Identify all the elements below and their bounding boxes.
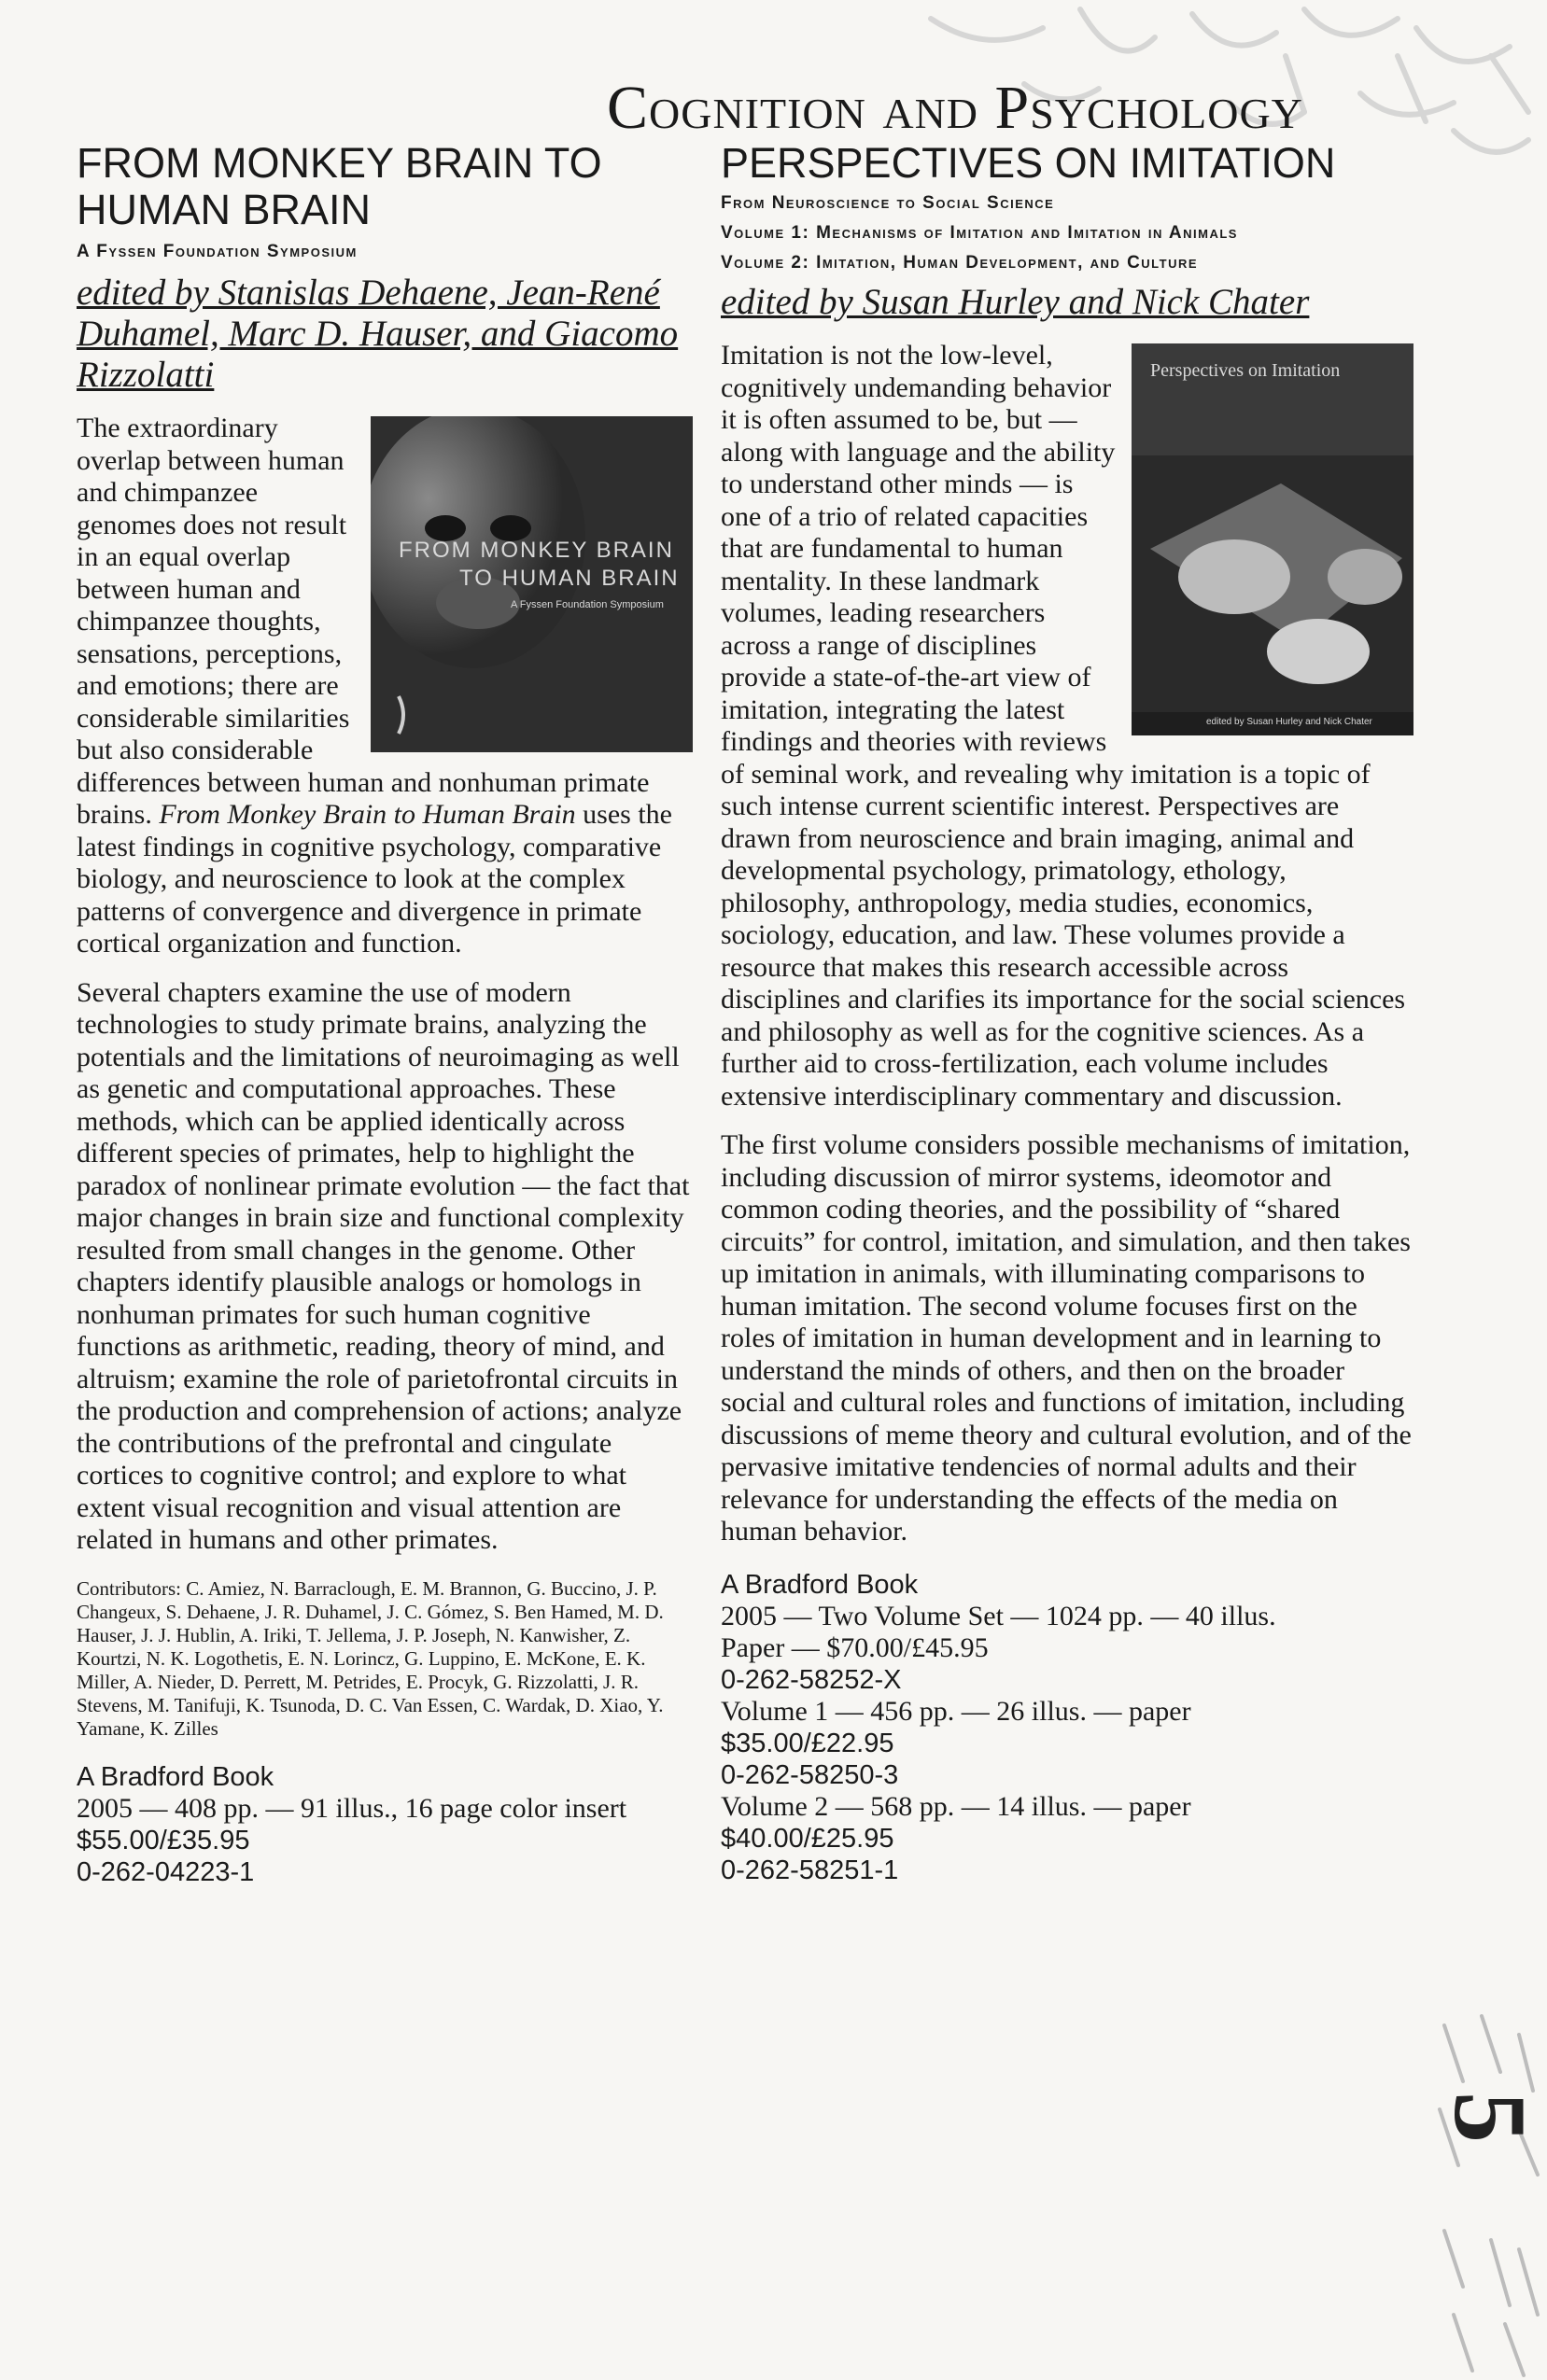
right-publisher: A Bradford Book <box>721 1569 919 1600</box>
decorative-side-strokes <box>1426 2007 1547 2380</box>
right-book-title: PERSPECTIVES ON IMITATION <box>721 139 1336 187</box>
left-description-1-text: The extraordinary overlap between human and chimpanzee genomes does not result in an equal overlap between human and chimpanzee thoughts, sensations, perceptions, and emotions; there are considerable similarities but also considerable differences between human and nonhuman primate brains. <box>77 413 650 830</box>
right-description-1: Imitation is not the low-level, cognitively undemanding behavior it is often assumed to be, but — along with language and the ability to understand other minds — is one of a trio of related capacities that are fundamental to human mentality. In these landmark volumes, leading researchers across a range of disciplines provide a state-of-the-art view of imitation, integrating the latest findings and theories with reviews of seminal work, and revealing why imitation is a topic of such intense current scientific interest. Perspectives are drawn from neuroscience and brain imaging, animal and developmental psychology, primatology, ethology, philosophy, anthropology, media studies, economics, sociology, education, and law. These volumes provide a resource that makes this research accessible across disciplines and clarifies its importance for the social sciences and philosophy as well as for the cognitive sciences. As a further aid to cross-fertilization, each volume includes extensive interdisciplinary commentary and discussion. <box>721 340 1406 1112</box>
left-cover-series: A Fyssen Foundation Symposium <box>511 599 664 610</box>
right-book-subtitle: From Neuroscience to Social Science <box>721 193 1055 213</box>
right-cover-title: Perspectives on Imitation <box>1150 360 1341 381</box>
right-set-details: 2005 — Two Volume Set — 1024 pp. — 40 illus. <box>721 1600 1276 1631</box>
right-description-2: The first volume considers possible mechanisms of imitation, including discussion of mirror systems, ideomotor and common coding theories, and the possibility of “shared circuits” for control, imitation, and simulation, and then takes up imitation in animals, with illuminating comparisons to human imitation. The second volume focuses first on the roles of imitation in human development and in learning to understand the minds of others, and then on the broader social and cultural roles and functions of imitation, including discussions of meme theory and cultural evolution, and of the pervasive imitative tendencies of normal adults and their relevance for understanding the effects of the media on human behavior. <box>721 1129 1412 1547</box>
right-cover-credit: edited by Susan Hurley and Nick Chater <box>1206 717 1372 727</box>
left-book-subtitle: A Fyssen Foundation Symposium <box>77 242 358 261</box>
right-vol2-price: $40.00/£25.95 <box>721 1823 894 1854</box>
left-cover-title-line1: FROM MONKEY BRAIN <box>399 538 674 563</box>
right-book-cover <box>1132 343 1413 735</box>
left-book-cover <box>371 416 693 752</box>
left-price: $55.00/£35.95 <box>77 1825 250 1855</box>
right-set-price: Paper — $70.00/£45.95 <box>721 1631 989 1663</box>
left-description-2: Several chapters examine the use of modern technologies to study primate brains, analyzing the potentials and the limitations of neuroimaging as well as genetic and computational approaches. These methods, which can be applied identically across different species of primates, help to highlight the paradox of nonlinear primate evolution — the fact that major changes in brain size and functional complexity resulted from small changes in the genome. Other chapters identify plausible analogs or homologs in nonhuman primates for such human cognitive functions as arithmetic, reading, theory of mind, and altruism; examine the role of parietofrontal circuits in the production and comprehension of actions; analyze the contributions of the prefrontal and cingulate cortices to cognitive control; and explore to what extent visual recognition and visual attention are related in humans and other primates. <box>77 976 690 1555</box>
right-book-editors: edited by Susan Hurley and Nick Chater <box>721 282 1310 322</box>
right-vol1-details: Volume 1 — 456 pp. — 26 illus. — paper <box>721 1695 1191 1727</box>
right-vol2-details: Volume 2 — 568 pp. — 14 illus. — paper <box>721 1790 1191 1822</box>
right-vol1-price: $35.00/£22.95 <box>721 1728 894 1758</box>
left-book-editors: edited by Stanislas Dehaene, Jean-René Duhamel, Marc D. Hauser, and Giacomo Rizzolatti <box>77 273 679 395</box>
cats-illustration <box>1132 343 1413 735</box>
right-column <box>721 140 1413 1886</box>
right-vol1-isbn: 0-262-58250-3 <box>721 1759 899 1790</box>
left-details: 2005 — 408 pp. — 91 illus., 16 page color insert <box>77 1792 627 1824</box>
left-book-title: FROM MONKEY BRAIN TO HUMAN BRAIN <box>77 139 602 233</box>
left-description-1-title: From Monkey Brain to Human Brain <box>159 799 576 830</box>
section-header: Cognition and Psychology <box>607 74 1303 142</box>
right-volume2-subtitle: Volume 2: Imitation, Human Development, and Culture <box>721 253 1199 273</box>
right-set-isbn: 0-262-58252-X <box>721 1664 902 1695</box>
left-cover-title-line2: TO HUMAN BRAIN <box>459 566 680 591</box>
right-vol2-isbn: 0-262-58251-1 <box>721 1855 899 1885</box>
left-column <box>77 140 693 1888</box>
left-contributors: Contributors: C. Amiez, N. Barraclough, E. M. Brannon, G. Buccino, J. P. Changeux, S. Dehaene, J. R. Duhamel, J. C. Gómez, S. Ben Hamed, M. D. Hauser, J. J. Hublin, A. Iriki, T. Jellema, J. P. Joseph, N. Kanwisher, Z. Kourtzi, N. K. Logothetis, E. N. Lorincz, G. Luppino, E. McKone, E. K. Miller, A. Nieder, D. Perrett, M. Petrides, E. Procyk, G. Rizzolatti, J. R. Stevens, M. Tanifuji, K. Tsunoda, D. C. Van Essen, C. Wardak, D. Xiao, Y. Yamane, K. Zilles <box>77 1576 664 1740</box>
left-description-1-text-end: uses the latest findings in cognitive psychology, comparative biology, and neuroscience to look at the complex patterns of convergence and divergence in primate cortical organization and function. <box>77 799 672 959</box>
left-publisher: A Bradford Book <box>77 1761 274 1792</box>
page-number: 5 <box>1433 2092 1547 2143</box>
right-volume1-subtitle: Volume 1: Mechanisms of Imitation and Imitation in Animals <box>721 223 1238 243</box>
left-isbn: 0-262-04223-1 <box>77 1856 255 1887</box>
